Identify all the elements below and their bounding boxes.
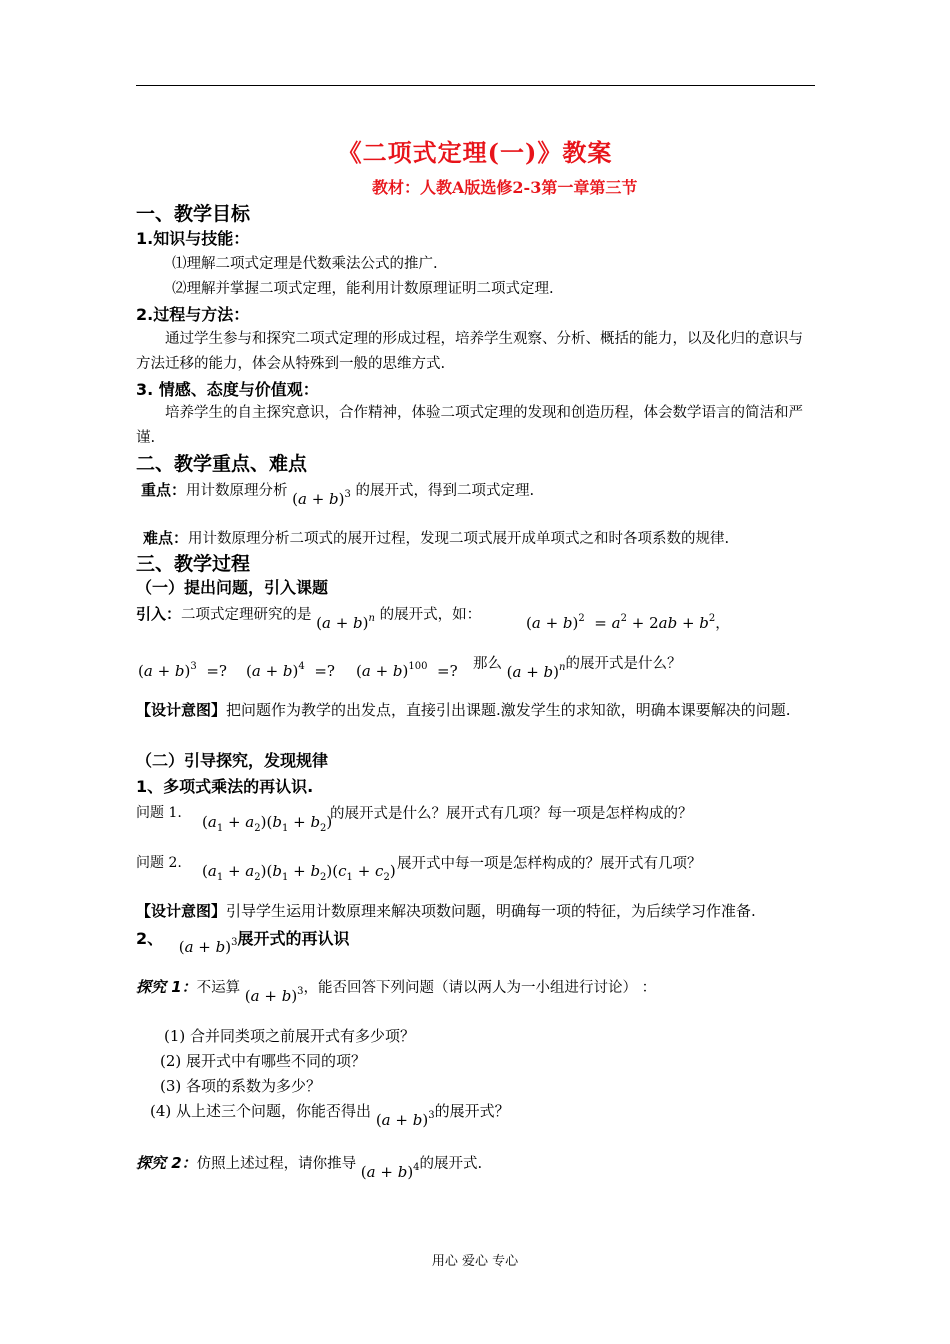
formula-a-plus-b-cubed-2: $(a + b)^3$ bbox=[178, 937, 238, 956]
explore-1-label: 探究 1： bbox=[136, 978, 197, 996]
difficult-point-text: 用计数原理分析二项式的展开过程，发现二项式展开成单项式之和时各项系数的规律. bbox=[188, 531, 730, 547]
intro-line bbox=[136, 603, 482, 632]
question-mark-3: =? bbox=[437, 662, 458, 680]
then-text-2: 的展开式是什么？ bbox=[565, 656, 682, 672]
formula-a-plus-b-n: $(a + b)^n$ bbox=[316, 613, 375, 632]
formula-hundredth-question: $(a + b)^{100}$ =? bbox=[356, 661, 458, 680]
part-1-heading: （一）提出问题，引入课题 bbox=[136, 578, 329, 597]
question-1: (1) 合并同类项之前展开式有多少项？ bbox=[164, 1027, 416, 1045]
design-intent-1 bbox=[136, 698, 816, 723]
design-intent-2-text: 引导学生运用计数原理来解决项数问题，明确每一项的特征，为后续学习作准备. bbox=[226, 902, 756, 920]
formula-a-plus-b-fourth: $(a + b)^4$ bbox=[360, 1162, 420, 1181]
section-1-heading: 一、教学目标 bbox=[136, 203, 251, 225]
explore-1-text-2: ，能否回答下列问题（请以两人为一小组进行讨论） ： bbox=[303, 980, 657, 996]
formula-problem-1: $(a_1 + a_2)(b_1 + b_2)$ bbox=[202, 813, 333, 834]
question-2: (2) 展开式中有哪些不同的项？ bbox=[160, 1052, 367, 1070]
problem-1-label: 问题 1. bbox=[136, 805, 182, 821]
then-text: 那么 bbox=[473, 656, 502, 672]
explore-2-text-1: 仿照上述过程，请你推导 bbox=[196, 1156, 357, 1172]
formula-square-expansion: $(a + b)^2 = a^2 + 2ab + b^2$， bbox=[526, 613, 730, 632]
key-point-label: 重点： bbox=[141, 481, 187, 499]
difficult-point-line bbox=[143, 527, 729, 548]
section-2-heading: 二、教学重点、难点 bbox=[136, 453, 308, 475]
comma: ， bbox=[715, 616, 730, 632]
explore-2-line bbox=[136, 1152, 483, 1181]
document-title: 《二项式定理(一)》教案 bbox=[337, 138, 613, 167]
key-point-text-2: 的展开式，得到二项式定理. bbox=[355, 483, 535, 499]
design-intent-1-text: 把问题作为教学的出发点，直接引出课题.激发学生的求知欲，明确本课要解决的问题. bbox=[226, 701, 791, 719]
formula-cube-question: $(a + b)^3$ =? bbox=[138, 661, 227, 680]
intro-text-1: 二项式定理研究的是 bbox=[181, 607, 312, 623]
then-line bbox=[473, 652, 682, 681]
s1-item-1: ⑴理解二项式定理是代数乘法公式的推广. bbox=[172, 256, 438, 272]
page-footer: 用心 爱心 专心 bbox=[431, 1254, 519, 1269]
part-2-2-heading bbox=[136, 926, 350, 956]
document-subtitle: 教材：人教A版选修2-3第一章第三节 bbox=[372, 178, 638, 197]
part-2-1-heading: 1、多项式乘法的再认识. bbox=[136, 777, 314, 796]
formula-a-plus-b-cubed-3: $(a + b)^3$ bbox=[244, 986, 304, 1005]
s2-paragraph: 通过学生参与和探究二项式定理的形成过程，培养学生观察、分析、概括的能力，以及化归的意识与方法迁移的能力，体会从特殊到一般的思维方式. bbox=[136, 331, 803, 372]
part-2-2-number: 2、 bbox=[136, 929, 164, 948]
question-4-text-1: (4) 从上述三个问题，你能否得出 bbox=[150, 1102, 372, 1120]
problem-1-text: 的展开式是什么？展开式有几项？每一项是怎样构成的？ bbox=[330, 806, 693, 822]
s3-paragraph: 培养学生的自主探究意识，合作精神，体验二项式定理的发现和创造历程，体会数学语言的简洁和严谨. bbox=[136, 405, 803, 446]
design-intent-2 bbox=[136, 900, 756, 921]
header-rule bbox=[136, 85, 815, 86]
explore-1-text-1: 不运算 bbox=[196, 980, 241, 996]
key-point-line bbox=[141, 479, 535, 508]
formula-fourth-question: $(a + b)^4$ =? bbox=[246, 661, 335, 680]
intro-text-2: 的展开式，如： bbox=[379, 607, 482, 623]
key-point-text-1: 用计数原理分析 bbox=[186, 483, 288, 499]
question-4-text-2: 的展开式？ bbox=[434, 1102, 510, 1120]
formula-problem-2: $(a_1 + a_2)(b_1 + b_2)(c_1 + c_2)$ bbox=[202, 862, 396, 883]
part-2-heading: （二）引导探究，发现规律 bbox=[136, 751, 329, 770]
s2-heading: 2.过程与方法： bbox=[136, 305, 250, 324]
section-3-heading: 三、教学过程 bbox=[136, 553, 251, 575]
question-mark-2: =? bbox=[314, 662, 335, 680]
s3-heading: 3. 情感、态度与价值观： bbox=[136, 380, 319, 399]
question-mark-1: =? bbox=[206, 662, 227, 680]
formula-a-plus-b-n-2: $(a + b)^n$ bbox=[506, 662, 566, 681]
problem-2-text: 展开式中每一项是怎样构成的？展开式有几项？ bbox=[397, 856, 702, 872]
explore-2-text-2: 的展开式. bbox=[419, 1156, 483, 1172]
part-2-2-text: 展开式的再认识 bbox=[237, 929, 350, 948]
formula-a-plus-b-cubed-4: $(a + b)^3$ bbox=[375, 1110, 435, 1129]
problem-2-label: 问题 2. bbox=[136, 855, 182, 871]
design-intent-2-label: 【设计意图】 bbox=[136, 902, 227, 920]
intro-label: 引入： bbox=[136, 605, 182, 623]
question-3: (3) 各项的系数为多少？ bbox=[160, 1077, 322, 1095]
s1-item-2: ⑵理解并掌握二项式定理，能利用计数原理证明二项式定理. bbox=[172, 281, 554, 297]
formula-a-plus-b-cubed: $(a + b)^3$ bbox=[292, 489, 351, 508]
difficult-point-label: 难点： bbox=[143, 529, 189, 547]
explore-1-line bbox=[136, 976, 657, 1005]
design-intent-1-label: 【设计意图】 bbox=[136, 701, 227, 719]
s1-heading: 1.知识与技能： bbox=[136, 229, 250, 248]
explore-2-label: 探究 2： bbox=[136, 1154, 197, 1172]
question-4-line bbox=[150, 1100, 510, 1129]
